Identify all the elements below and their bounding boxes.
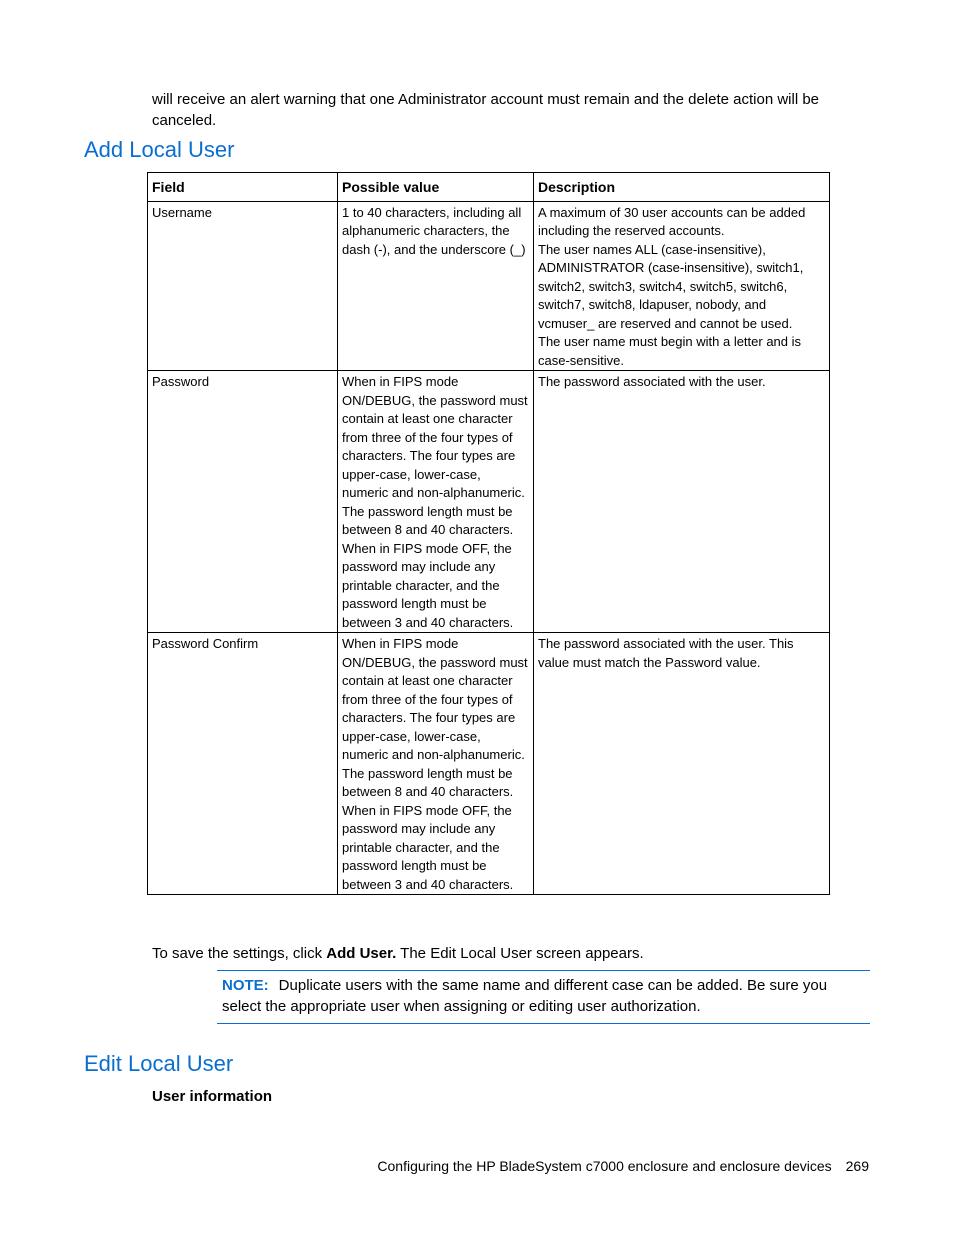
- header-description: Description: [534, 173, 830, 202]
- cell-possible-value: When in FIPS mode ON/DEBUG, the password must contain at least one character from three of the four types of characters. The four types are upper-case, lower-case, numeric and non-alphanumeric. The password length must be between 8 and 40 characters. When in FIPS mode OFF, the password may include any printable character, and the password length must be between 3 and 40 characters.: [338, 371, 534, 633]
- save-suffix: The Edit Local User screen appears.: [396, 945, 644, 962]
- table-row: [148, 371, 830, 633]
- description-line: The password associated with the user. This value must match the Password value.: [538, 636, 794, 670]
- page-footer: [377, 1158, 869, 1174]
- table-row: [148, 633, 830, 895]
- cell-description: [534, 371, 830, 633]
- description-line: The password associated with the user.: [538, 374, 766, 389]
- header-possible-value: Possible value: [338, 173, 534, 202]
- subheading-user-information: User information: [152, 1088, 273, 1105]
- page-number: 269: [845, 1158, 869, 1174]
- description-line: The user names ALL (case-insensitive), ADMINISTRATOR (case-insensitive), switch1, switch2, switch3, switch4, switch5, switch6, switch7, switch8, ldapuser, nobody, and vcmuser_ are reserved and cannot be used.: [538, 241, 804, 331]
- note-text: Duplicate users with the same name and different case can be added. Be sure you select the appropriate user when assigning or editing user authorization.: [222, 977, 828, 1015]
- note-label: NOTE:: [222, 977, 269, 994]
- cell-field: Password Confirm: [148, 633, 338, 895]
- cell-field: Username: [148, 201, 338, 371]
- description-line: A maximum of 30 user accounts can be added including the reserved accounts.: [538, 204, 806, 238]
- save-prefix: To save the settings, click: [152, 945, 327, 962]
- cell-possible-value: 1 to 40 characters, including all alphanumeric characters, the dash (-), and the underscore (_): [338, 201, 534, 371]
- intro-paragraph: will receive an alert warning that one Administrator account must remain and the delete action will be canceled.: [152, 91, 820, 129]
- section-title-edit-local-user: Edit Local User: [84, 1051, 234, 1076]
- table-row: [148, 201, 830, 371]
- cell-possible-value: When in FIPS mode ON/DEBUG, the password must contain at least one character from three of the four types of characters. The four types are upper-case, lower-case, numeric and non-alphanumeric. The password length must be between 8 and 40 characters. When in FIPS mode OFF, the password may include any printable character, and the password length must be between 3 and 40 characters.: [338, 633, 534, 895]
- save-instruction: [152, 943, 644, 964]
- add-user-label: Add User.: [326, 945, 397, 962]
- section-title-add-local-user: Add Local User: [84, 137, 235, 162]
- header-field: Field: [148, 173, 338, 202]
- cell-description: [534, 201, 830, 371]
- add-local-user-table: [147, 172, 830, 895]
- note-box: [217, 970, 870, 1024]
- table-header-row: [148, 173, 830, 202]
- cell-field: Password: [148, 371, 338, 633]
- description-line: The user name must begin with a letter and is case-sensitive.: [538, 334, 802, 368]
- footer-text: Configuring the HP BladeSystem c7000 enclosure and enclosure devices: [377, 1158, 832, 1174]
- cell-description: [534, 633, 830, 895]
